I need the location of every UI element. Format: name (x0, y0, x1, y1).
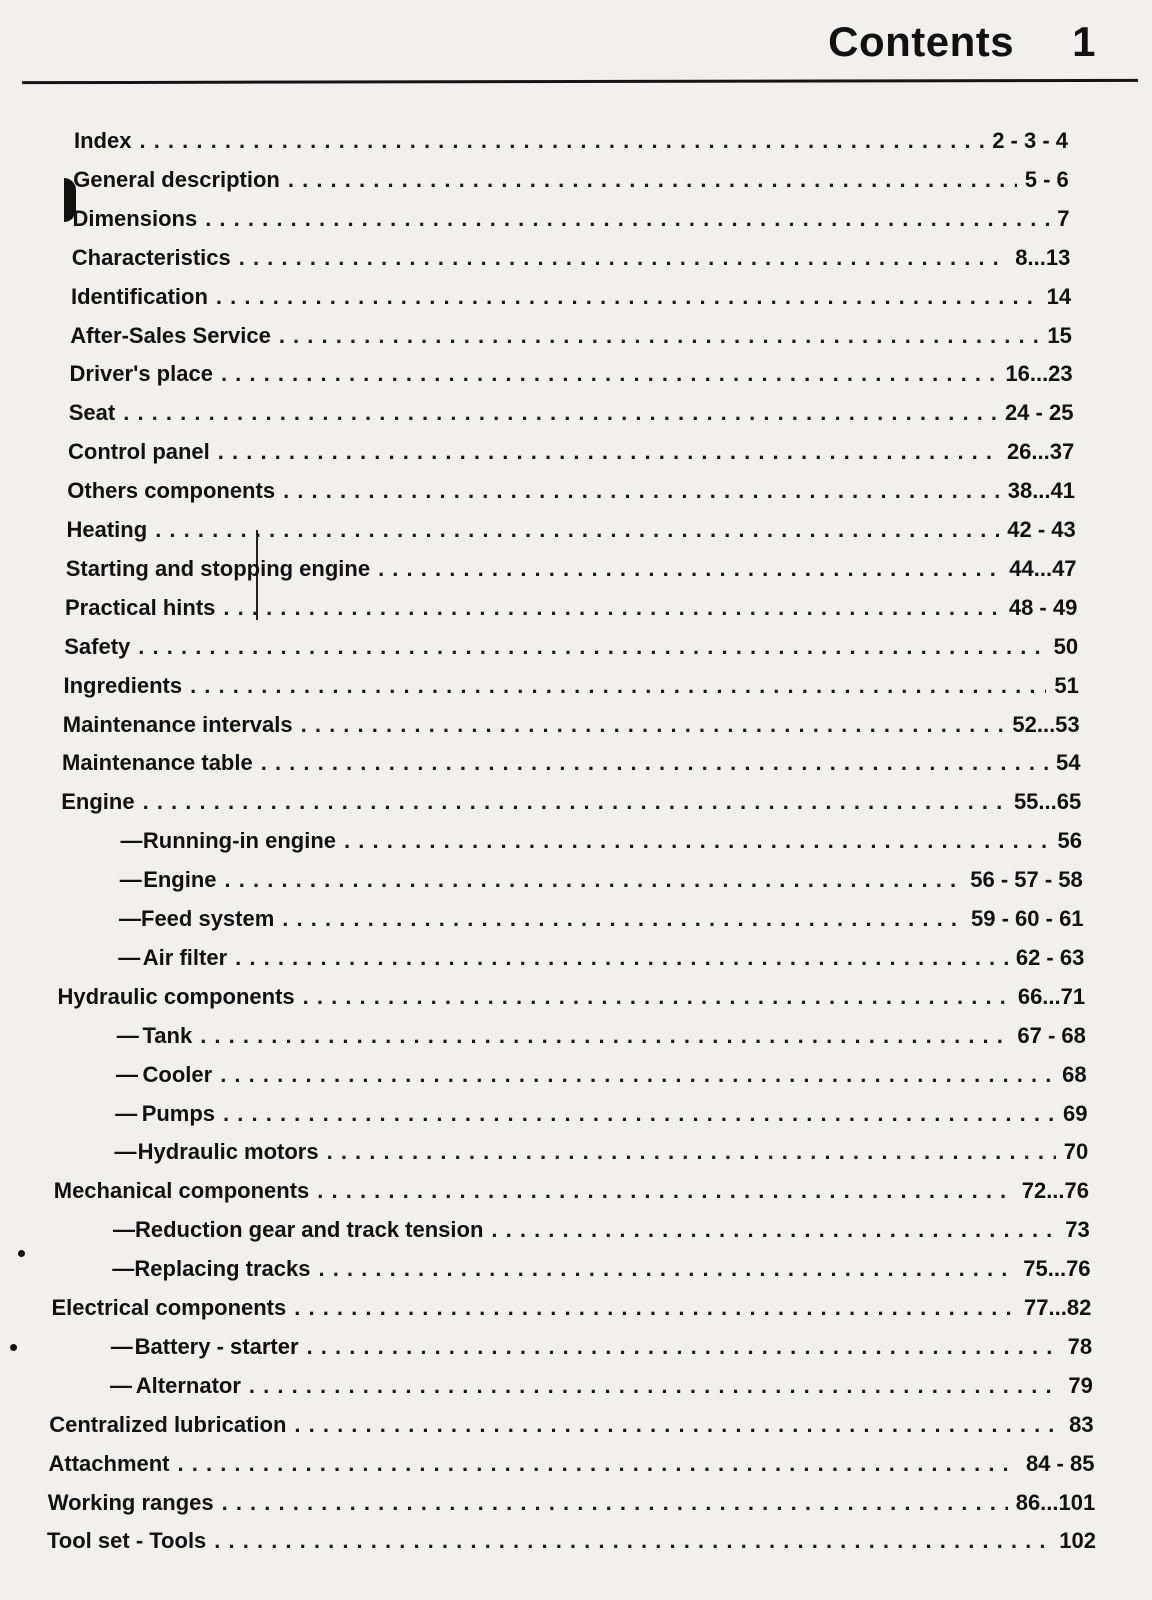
toc-entry-pages: 16...23 (1005, 361, 1073, 387)
toc-entry-pages: 69 (1062, 1100, 1088, 1126)
toc-entry-pages: 66...71 (1017, 983, 1086, 1009)
toc-entry (73, 167, 1069, 199)
toc-entry (49, 1451, 1095, 1483)
toc-entry-pages: 7 (1057, 205, 1070, 231)
toc-entry (115, 1101, 1087, 1133)
toc-entry-label: Maintenance intervals (62, 711, 293, 737)
sub-entry-dash: — (110, 1372, 132, 1398)
page-title: Contents (828, 18, 1015, 65)
dot-leader (221, 361, 997, 387)
dot-leader (223, 595, 1000, 621)
toc-entry-pages: 62 - 63 (1015, 944, 1085, 970)
sub-entry-dash: — (116, 1061, 138, 1087)
dot-leader (239, 245, 1008, 271)
toc-entry-label: Attachment (48, 1450, 170, 1476)
dot-leader (301, 712, 1005, 738)
toc-entry-label: Engine (61, 789, 135, 815)
toc-entry-label: Tool set - Tools (47, 1528, 207, 1554)
toc-entry-label: Tank (142, 1022, 193, 1048)
dot-leader (317, 1178, 1013, 1204)
toc-entry (116, 1062, 1087, 1094)
toc-entry-label: Others components (67, 478, 276, 504)
toc-entry-pages: 70 (1063, 1139, 1089, 1165)
dot-leader (138, 634, 1045, 660)
toc-entry-pages: 55...65 (1013, 789, 1082, 815)
toc-entry (73, 206, 1070, 238)
toc-entry-label: Electrical components (51, 1295, 287, 1320)
dot-leader (216, 284, 1039, 310)
toc-entry (64, 673, 1079, 705)
toc-entry-label: Index (74, 128, 132, 153)
sub-entry-dash: — (115, 1100, 138, 1126)
toc-entry-label: Seat (68, 400, 116, 426)
toc-entry-pages: 56 (1057, 828, 1082, 854)
sub-entry-dash: — (120, 828, 143, 854)
sub-entry-dash: — (113, 1217, 135, 1243)
toc-entry-pages: 48 - 49 (1008, 594, 1078, 620)
toc-entry-pages: 50 (1053, 633, 1079, 659)
toc-entry (67, 478, 1075, 510)
toc-entry-label: Replacing tracks (134, 1256, 311, 1282)
toc-entry-label: Working ranges (47, 1489, 214, 1515)
toc-entry-pages: 42 - 43 (1007, 517, 1076, 542)
toc-entry-label: Battery - starter (134, 1333, 299, 1359)
sub-entry-dash: — (116, 1022, 139, 1048)
dot-leader (222, 1490, 1008, 1516)
sub-entry-dash: — (119, 906, 141, 931)
toc-entry-pages: 77...82 (1024, 1295, 1092, 1320)
dot-leader (123, 400, 997, 426)
toc-entry-label: Air filter (142, 944, 228, 970)
dot-leader (491, 1217, 1057, 1243)
toc-entry (62, 750, 1080, 782)
toc-entry (61, 789, 1081, 821)
sub-entry-dash: — (114, 1139, 137, 1165)
dot-leader (282, 906, 963, 932)
toc-entry (68, 439, 1074, 471)
toc-entry (121, 828, 1083, 860)
toc-entry-pages: 83 (1069, 1411, 1094, 1437)
toc-entry-pages: 102 (1059, 1528, 1096, 1554)
toc-entry-pages: 73 (1065, 1217, 1090, 1243)
toc-entry-pages: 59 - 60 - 61 (971, 906, 1084, 931)
toc-entry (120, 867, 1083, 899)
page-number: 1 (1072, 18, 1096, 65)
page-header (828, 18, 1096, 66)
toc-entry (58, 984, 1086, 1016)
dot-leader (303, 984, 1010, 1010)
toc-entry (115, 1139, 1089, 1171)
toc-entry (65, 595, 1077, 627)
header-rule (22, 79, 1138, 84)
dot-leader (220, 1062, 1054, 1088)
toc-entry-label: Feed system (141, 906, 275, 931)
dot-leader (327, 1139, 1056, 1165)
toc-entry-label: Engine (143, 867, 217, 893)
toc-entry (47, 1528, 1096, 1560)
dot-leader (318, 1256, 1015, 1282)
toc-entry (66, 556, 1077, 588)
dot-leader (283, 478, 1000, 504)
toc-entry-label: Reduction gear and track tension (135, 1217, 484, 1243)
toc-entry (71, 284, 1071, 316)
dot-leader (307, 1334, 1060, 1360)
toc-entry-label: Pumps (141, 1100, 216, 1126)
sub-entry-dash: — (110, 1333, 133, 1359)
toc-entry-pages: 54 (1055, 750, 1081, 776)
sub-entry-dash: — (112, 1256, 135, 1282)
toc-entry-pages: 51 (1054, 672, 1079, 698)
dot-leader (294, 1412, 1061, 1438)
toc-entry (117, 1023, 1086, 1055)
toc-entry-label: Running-in engine (142, 828, 337, 854)
toc-entry-pages: 72...76 (1021, 1178, 1089, 1204)
toc-entry-pages: 15 (1047, 322, 1072, 348)
speck (18, 1250, 25, 1257)
toc-entry-label: Alternator (135, 1372, 241, 1398)
toc-entry-pages: 5 - 6 (1024, 166, 1069, 192)
toc-entry-label: Mechanical components (53, 1178, 310, 1204)
toc-entry-pages: 78 (1067, 1333, 1093, 1359)
dot-leader (139, 128, 984, 154)
toc-entry (72, 245, 1071, 277)
toc-entry (48, 1490, 1095, 1522)
dot-leader (288, 167, 1017, 193)
toc-entry-pages: 14 (1046, 283, 1072, 309)
toc-entry-label: Maintenance table (62, 750, 253, 776)
toc-entry-label: Heating (66, 517, 148, 542)
toc-entry (69, 400, 1074, 432)
toc-entry (74, 128, 1068, 160)
dot-leader (378, 556, 1001, 582)
toc-entry-pages: 68 (1062, 1061, 1087, 1087)
toc-entry-label: General description (73, 166, 280, 192)
toc-entry-pages: 52...53 (1012, 711, 1080, 737)
dot-leader (218, 439, 999, 465)
toc-entry-label: Safety (64, 633, 131, 659)
dot-leader (214, 1528, 1051, 1554)
toc-entry (49, 1412, 1093, 1444)
toc-entry-label: Identification (71, 283, 208, 309)
toc-entry-pages: 2 - 3 - 4 (992, 128, 1068, 153)
dot-leader (261, 750, 1048, 776)
toc-entry (54, 1178, 1089, 1210)
dot-leader (143, 789, 1006, 815)
toc-entry-label: Control panel (68, 439, 210, 465)
toc-entry-label: Centralized lubrication (49, 1411, 287, 1437)
toc-entry-label: Characteristics (71, 244, 231, 270)
dot-leader (155, 517, 999, 543)
toc-entry (70, 361, 1073, 393)
toc-entry-pages: 67 - 68 (1017, 1022, 1086, 1048)
toc-entry (63, 712, 1080, 744)
dot-leader (294, 1295, 1016, 1321)
toc-entry-pages: 86...101 (1015, 1489, 1096, 1515)
toc-entry (67, 517, 1076, 549)
speck (10, 1344, 17, 1351)
toc-entry-label: Ingredients (63, 672, 183, 698)
toc-entry (111, 1334, 1092, 1366)
toc-entry-pages: 8...13 (1015, 244, 1071, 270)
toc-entry (70, 323, 1072, 355)
toc-entry (113, 1217, 1090, 1249)
dot-leader (279, 323, 1040, 349)
toc-entry-label: Dimensions (72, 205, 198, 231)
toc-entry-pages: 24 - 25 (1004, 400, 1074, 426)
dot-leader (225, 867, 963, 893)
sub-entry-dash: — (119, 867, 142, 893)
toc-entry (119, 906, 1084, 938)
toc-entry-label: Practical hints (65, 594, 216, 620)
dot-leader (200, 1023, 1009, 1049)
dot-leader (223, 1101, 1055, 1127)
toc-entry-pages: 38...41 (1007, 478, 1075, 504)
toc-entry (52, 1295, 1092, 1327)
toc-entry-label: Driver's place (69, 361, 213, 387)
toc-entry (64, 634, 1078, 666)
toc-entry-pages: 79 (1068, 1372, 1093, 1398)
toc-entry (112, 1256, 1090, 1288)
dot-leader (344, 828, 1050, 854)
dot-leader (190, 673, 1046, 699)
sub-entry-dash: — (118, 944, 141, 970)
dot-leader (235, 945, 1008, 971)
dot-leader (205, 206, 1049, 232)
toc-entry-pages: 84 - 85 (1025, 1450, 1095, 1476)
dot-leader (178, 1451, 1018, 1477)
toc-entry-label: Cooler (142, 1061, 213, 1087)
toc-entry-pages: 56 - 57 - 58 (970, 867, 1083, 893)
toc-entry-label: Hydraulic components (57, 983, 295, 1009)
toc-entry-pages: 75...76 (1023, 1256, 1091, 1282)
dot-leader (249, 1373, 1060, 1399)
toc-entry-label: After-Sales Service (70, 322, 271, 348)
toc-entry-label: Starting and stopping engine (65, 555, 371, 581)
toc-entry-label: Hydraulic motors (137, 1139, 319, 1165)
toc-entry-pages: 26...37 (1006, 439, 1075, 465)
toc-entry-pages: 44...47 (1009, 555, 1077, 581)
toc-entry (118, 945, 1084, 977)
toc-entry (110, 1373, 1093, 1405)
